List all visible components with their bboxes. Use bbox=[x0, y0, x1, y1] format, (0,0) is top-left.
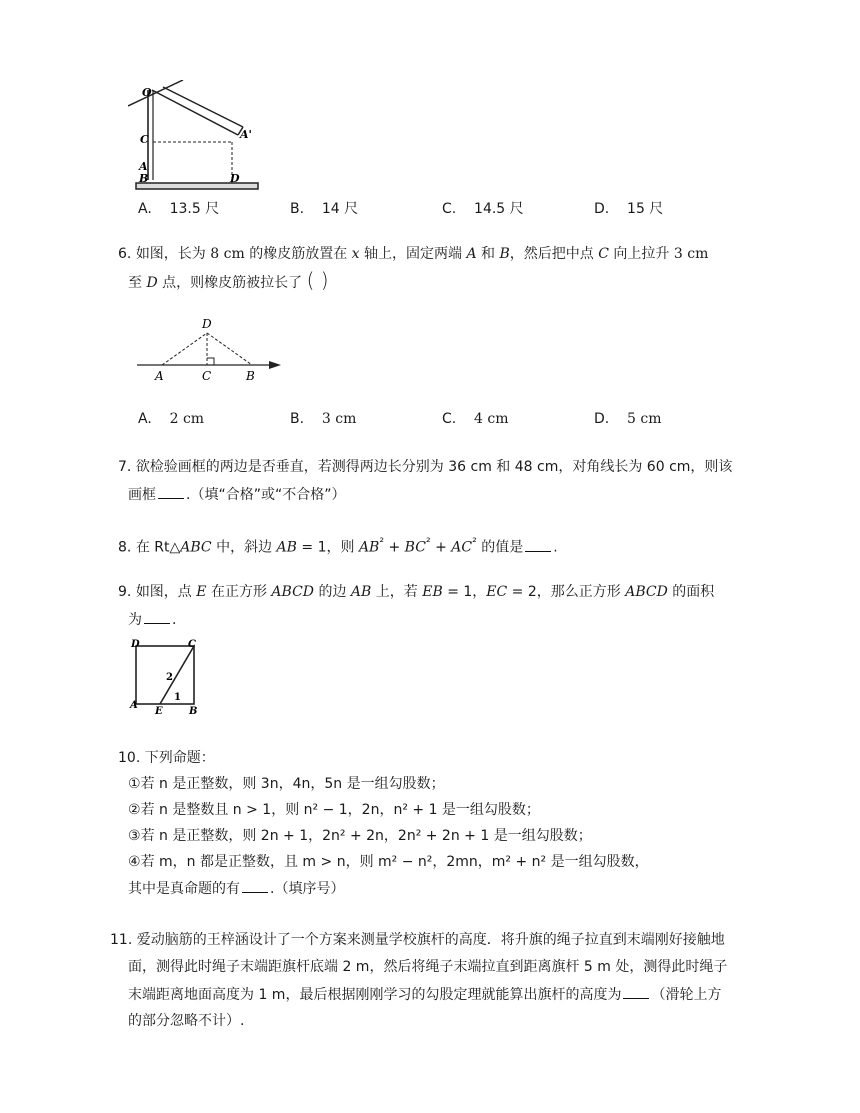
q11-answer-blank[interactable] bbox=[623, 984, 649, 999]
q10-item-4 bbox=[128, 852, 649, 872]
q5-option-d-letter: D. bbox=[594, 201, 610, 217]
q10-item-3 bbox=[128, 826, 592, 846]
q5-label-d: D bbox=[230, 172, 240, 185]
q6-option-c[interactable] bbox=[442, 411, 509, 427]
q11-text-2: 面，测得此时绳子末端距旗杆底端 2 m，然后将绳子末端拉直到距离旗杆 5 m 处，测得此时绳子 bbox=[128, 959, 728, 975]
q5-option-a-text: 13.5 尺 bbox=[169, 201, 220, 217]
q7-line-2 bbox=[128, 484, 345, 505]
q9-var: ABCD bbox=[625, 584, 668, 600]
q8-var: AB bbox=[276, 539, 297, 556]
q9-number: 9. bbox=[118, 584, 132, 600]
q6-label-b: B bbox=[246, 369, 255, 383]
q10-item-1 bbox=[128, 774, 445, 794]
q6-option-a[interactable] bbox=[138, 411, 204, 427]
q11-line-2 bbox=[128, 957, 727, 977]
q5-option-b-letter: B. bbox=[290, 201, 305, 217]
q10-tail-post: .（填序号） bbox=[270, 881, 345, 897]
q7-answer-blank[interactable] bbox=[158, 484, 184, 499]
q6-var-c: C bbox=[598, 246, 609, 262]
q9-line-2 bbox=[128, 609, 176, 630]
q7-line-1 bbox=[118, 457, 732, 477]
q8-sup: ² bbox=[379, 535, 385, 549]
q8-line bbox=[118, 532, 558, 558]
q10-tail-pre: 其中是真命题的有 bbox=[128, 881, 240, 897]
q7-text-2: 画框 bbox=[128, 487, 156, 503]
q9-label-2: 2 bbox=[166, 672, 173, 683]
q9-label-e: E bbox=[155, 706, 163, 716]
q9-text: = 1， bbox=[442, 584, 487, 600]
q6-text: 轴上，固定两端 bbox=[359, 246, 467, 262]
q8-text: . bbox=[553, 539, 558, 556]
q6-text: 点，则橡皮筋被拉长了 bbox=[157, 275, 307, 291]
q11-text-3: 末端距离地面高度为 1 m，最后根据刚刚学习的勾股定理就能算出旗杆的高度为 bbox=[128, 987, 622, 1003]
q5-label-c: C bbox=[140, 133, 149, 146]
q6-option-c-text: 4 cm bbox=[474, 411, 509, 427]
q6-option-d-letter: D. bbox=[594, 411, 610, 427]
q9-answer-blank[interactable] bbox=[144, 609, 170, 624]
q6-line-1 bbox=[118, 244, 708, 264]
q11-text-1: 爱动脑筋的王梓涵设计了一个方案来测量学校旗杆的高度．将升旗的绳子拉直到末端刚好接触地 bbox=[136, 932, 725, 948]
q5-option-b[interactable] bbox=[290, 198, 358, 218]
q6-lift: 3 cm bbox=[673, 246, 709, 262]
q8-text: + bbox=[430, 539, 452, 556]
q11-text-3b: （滑轮上方 bbox=[651, 987, 722, 1003]
q9-label-b: B bbox=[189, 706, 198, 716]
q5-option-b-text: 14 尺 bbox=[321, 201, 359, 217]
q10-item-1-text: 若 n 是正整数，则 3n，4n，5n 是一组勾股数； bbox=[140, 776, 445, 792]
q5-label-a: A bbox=[139, 160, 148, 173]
q5-figure bbox=[128, 80, 263, 192]
q9-label-c: C bbox=[188, 639, 196, 650]
q8-text: 的值是 bbox=[476, 539, 524, 556]
q9-var: AB bbox=[350, 584, 372, 600]
q8-sup: ² bbox=[472, 535, 477, 549]
q6-var-x: x bbox=[351, 246, 360, 262]
q8-var: BC bbox=[404, 539, 426, 556]
q9-label-d: D bbox=[131, 639, 140, 650]
q8-text: + bbox=[384, 539, 405, 556]
q10-item-3-mark: ③ bbox=[128, 828, 141, 844]
q6-number: 6. bbox=[118, 246, 132, 262]
q6-answer-paren[interactable]: ( ) bbox=[306, 268, 329, 292]
q5-label-o: O bbox=[142, 86, 152, 99]
q8-answer-blank[interactable] bbox=[525, 537, 551, 552]
q9-text: 上，若 bbox=[371, 584, 423, 600]
q6-var-b: B bbox=[499, 246, 510, 262]
q6-text: ，然后把中点 bbox=[509, 246, 599, 262]
q9-var: E bbox=[196, 584, 207, 600]
q10-item-4-mark: ④ bbox=[128, 854, 141, 870]
q10-item-2-text: 若 n 是整数且 n > 1，则 n² − 1，2n，n² + 1 是一组勾股数； bbox=[140, 802, 540, 818]
q6-option-a-text: 2 cm bbox=[169, 411, 205, 427]
q6-var-d: D bbox=[146, 275, 158, 291]
q6-dash-ad bbox=[162, 333, 207, 365]
q10-number: 10. bbox=[118, 750, 141, 766]
q6-option-b[interactable] bbox=[290, 411, 356, 427]
q5-ground bbox=[136, 183, 258, 189]
q9-text: . bbox=[172, 612, 177, 628]
q7-text-1: 欲检验画框的两边是否垂直，若测得两边长分别为 36 cm 和 48 cm，对角线长为 60 cm，则该 bbox=[135, 459, 733, 475]
q5-swing-line-2 bbox=[163, 87, 243, 127]
q6-option-d[interactable] bbox=[594, 411, 662, 427]
q10-intro-line bbox=[118, 748, 215, 768]
q10-item-2-mark: ② bbox=[128, 802, 141, 818]
q11-line-1 bbox=[110, 930, 725, 950]
q6-length: 8 cm bbox=[210, 246, 245, 262]
q6-option-b-text: 3 cm bbox=[321, 411, 357, 427]
q9-var: ABCD bbox=[271, 584, 315, 600]
q5-option-d-text: 15 尺 bbox=[627, 201, 664, 217]
q8-text: 中，斜边 bbox=[211, 539, 277, 556]
q9-text: = 2，那么正方形 bbox=[507, 584, 626, 600]
q6-figure bbox=[135, 315, 285, 385]
q6-text: 如图，长为 bbox=[135, 246, 211, 262]
q6-option-b-letter: B. bbox=[290, 411, 305, 427]
q6-text: 和 bbox=[476, 246, 500, 262]
q9-line-1 bbox=[118, 582, 714, 602]
q6-text: 的橡皮筋放置在 bbox=[244, 246, 352, 262]
q6-label-c: C bbox=[202, 369, 212, 383]
q11-line-4 bbox=[128, 1011, 244, 1031]
q9-label-a: A bbox=[130, 700, 138, 711]
q7-number: 7. bbox=[118, 459, 132, 475]
q9-var: EB bbox=[422, 584, 443, 600]
q5-label-b: B bbox=[139, 172, 149, 185]
q10-item-4-text: 若 m，n 都是正整数，且 m > n，则 m² − n²，2mn，m² + n² 是一组勾股数， bbox=[140, 854, 649, 870]
q6-var-a: A bbox=[466, 246, 477, 262]
q5-option-c-letter: C. bbox=[442, 201, 457, 217]
q5-swing-line-1 bbox=[152, 90, 238, 135]
q6-axis-arrow bbox=[269, 361, 281, 369]
q6-option-a-letter: A. bbox=[138, 411, 152, 427]
q9-text: 的面积 bbox=[667, 584, 715, 600]
q6-label-a: A bbox=[155, 369, 164, 383]
q6-option-d-text: 5 cm bbox=[627, 411, 662, 427]
q5-option-c[interactable] bbox=[442, 198, 524, 218]
q9-text: 的边 bbox=[314, 584, 351, 600]
q8-text: = 1，则 bbox=[296, 539, 359, 556]
q8-sup: ² bbox=[425, 535, 431, 549]
q7-text-3: .（填“合格”或“不合格”） bbox=[186, 487, 346, 503]
q10-intro: 下列命题： bbox=[144, 750, 215, 766]
q5-label-a-prime: A' bbox=[240, 128, 252, 141]
q5-option-a[interactable] bbox=[138, 198, 219, 218]
q8-text: 在 Rt△ bbox=[135, 539, 181, 556]
q6-text: 至 bbox=[128, 275, 147, 291]
q10-item-2 bbox=[128, 800, 540, 820]
q11-number: 11. bbox=[110, 932, 133, 948]
q6-line-2 bbox=[128, 270, 329, 293]
q5-option-a-letter: A. bbox=[138, 201, 152, 217]
q8-var: AB bbox=[358, 539, 380, 556]
q9-label-1: 1 bbox=[174, 692, 181, 703]
q9-text: 为 bbox=[128, 612, 142, 628]
q11-line-3 bbox=[128, 984, 721, 1005]
q8-number: 8. bbox=[118, 539, 132, 556]
q9-text: 如图，点 bbox=[135, 584, 197, 600]
q5-option-d[interactable] bbox=[594, 198, 663, 218]
q6-text: 向上拉升 bbox=[608, 246, 674, 262]
q6-right-angle bbox=[207, 358, 214, 365]
q10-item-3-text: 若 n 是正整数，则 2n + 1，2n² + 2n，2n² + 2n + 1 是一组勾股数； bbox=[140, 828, 592, 844]
q9-figure bbox=[128, 636, 204, 716]
q5-option-c-text: 14.5 尺 bbox=[474, 201, 524, 217]
q8-var: AC bbox=[451, 539, 473, 556]
q9-var: EC bbox=[486, 584, 508, 600]
q8-var: ABC bbox=[180, 539, 212, 556]
q10-tail bbox=[128, 878, 344, 899]
q6-option-c-letter: C. bbox=[442, 411, 457, 427]
q10-answer-blank[interactable] bbox=[242, 878, 268, 893]
q6-label-d: D bbox=[202, 317, 212, 331]
q9-text: 在正方形 bbox=[206, 584, 272, 600]
q11-text-4: 的部分忽略不计）. bbox=[128, 1013, 245, 1029]
q10-item-1-mark: ① bbox=[128, 776, 141, 792]
